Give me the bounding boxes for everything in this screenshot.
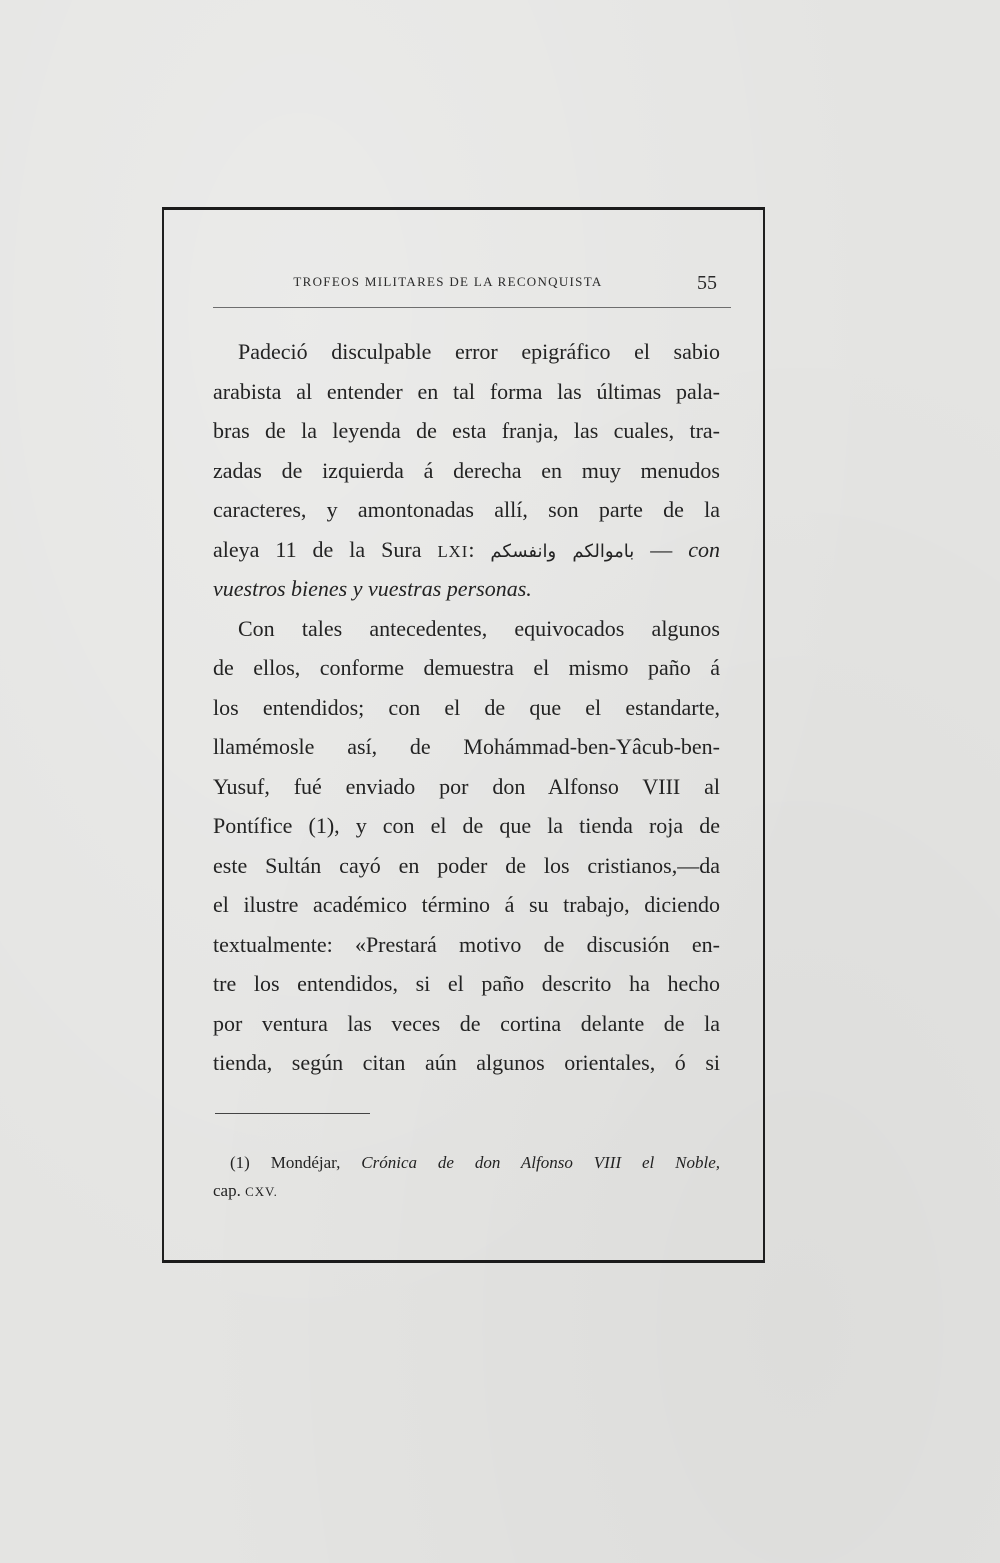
text-line: zadas de izquierda á derecha en muy menudos <box>213 457 720 483</box>
text-line: Pontífice (1), y con el de que la tienda roja de <box>213 813 720 838</box>
footnote-ref-numeral: CXV. <box>245 1184 278 1199</box>
text-line: Yusuf, fué enviado por don Alfonso VIII al <box>213 773 720 799</box>
text-line: Con tales antecedentes, equivocados algunos <box>238 615 720 641</box>
footnote-rule <box>215 1113 370 1114</box>
footnote-author: Mondéjar, <box>270 1153 341 1172</box>
line-text: — <box>634 536 689 562</box>
translation-text: con <box>688 536 720 562</box>
line-text: aleya 11 de la Sura <box>213 536 438 562</box>
text-line: Padeció disculpable error epigráfico el sabio <box>238 339 720 364</box>
text-line: caracteres, y amontonadas allí, son parte de la <box>213 497 720 522</box>
text-line: arabista al entender en tal forma las últimas pala- <box>213 378 720 404</box>
sura-numeral: LXI <box>437 541 469 561</box>
text-line: los entendidos; con el de que el estandarte, <box>213 694 720 720</box>
page-number: 55 <box>697 272 717 294</box>
text-line-mixed <box>213 530 720 570</box>
footnote-ref-label: cap. <box>213 1181 246 1200</box>
footnote <box>213 1149 720 1205</box>
text-line: de ellos, conforme demuestra el mismo paño á <box>213 655 720 680</box>
body-text <box>213 332 720 1083</box>
line-text: : <box>468 536 491 562</box>
running-head: TROFEOS MILITARES DE LA RECONQUISTA <box>293 274 603 289</box>
paragraph-1 <box>213 332 720 609</box>
header-rule <box>213 307 731 308</box>
text-line: bras de la leyenda de esta franja, las cuales, tra- <box>213 418 720 443</box>
paragraph-2 <box>213 609 720 1083</box>
footnote-line <box>213 1177 720 1205</box>
text-line: llamémosle así, de Mohámmad-ben-Yâcub-ben- <box>213 734 720 759</box>
footnote-title: Crónica de don Alfonso VIII el Noble, <box>361 1153 721 1172</box>
arabic-quote: باموالكم وانفسكم <box>490 540 635 562</box>
footnote-line <box>213 1149 720 1177</box>
text-line: tienda, según citan aún algunos orientales, ó si <box>213 1050 720 1075</box>
translation-text: vuestros bienes y vuestras personas. <box>213 576 532 601</box>
footnote-marker: (1) <box>230 1153 250 1172</box>
text-line: textualmente: «Prestará motivo de discusión en- <box>213 931 720 957</box>
text-line: el ilustre académico término á su trabajo, diciendo <box>213 892 720 917</box>
text-line: por ventura las veces de cortina delante de la <box>213 1010 720 1036</box>
text-line: este Sultán cayó en poder de los cristianos,—da <box>213 852 720 878</box>
text-line: tre los entendidos, si el paño descrito ha hecho <box>213 971 720 996</box>
